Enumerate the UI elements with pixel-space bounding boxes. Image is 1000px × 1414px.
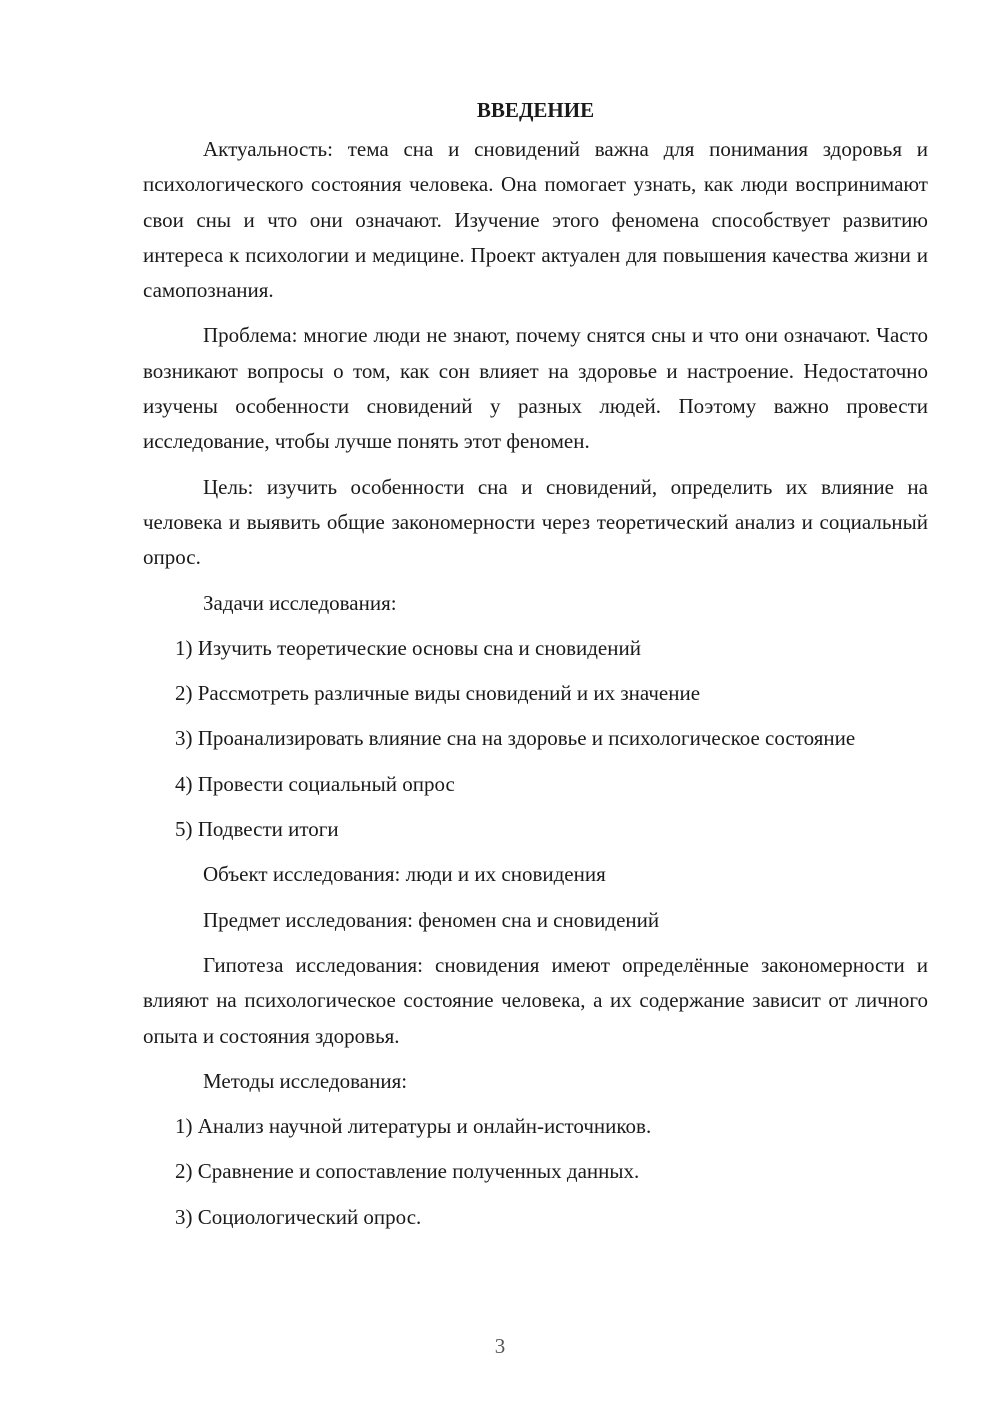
task-item-5: 5) Подвести итоги xyxy=(175,817,339,842)
goal-paragraph: Цель: изучить особенности сна и сновидений, определить их влияние на человека и выявить общие закономерности через теоретический анализ и социальный опрос. xyxy=(143,474,928,570)
task-item-4: 4) Провести социальный опрос xyxy=(175,771,455,796)
relevance-paragraph: Актуальность: тема сна и сновидений важна для понимания здоровья и психологического состояния человека. Она помогает узнать, как люди воспринимают свои сны и что они означают. Изучение этого феномена способствует развитию интереса к психологии и медицине. Проект актуален для повышения качества жизни и самопознания. xyxy=(143,137,928,303)
hypothesis-paragraph: Гипотеза исследования: сновидения имеют определённые закономерности и влияют на психологическое состояние человека, а их содержание зависит от личного опыта и состояния здоровья. xyxy=(143,952,928,1048)
research-subject: Предмет исследования: феномен сна и сновидений xyxy=(203,907,660,932)
page-title: ВВЕДЕНИЕ xyxy=(476,98,595,122)
page-number: 3 xyxy=(494,1334,506,1358)
problem-paragraph: Проблема: многие люди не знают, почему снятся сны и что они означают. Часто возникают вопросы о том, как сон влияет на здоровье и настроение. Недостаточно изучены особенности сновидений у разных людей. Поэтому важно провести исследование, чтобы лучше понять этот феномен. xyxy=(143,323,928,454)
method-item-1: 1) Анализ научной литературы и онлайн-источников. xyxy=(175,1114,652,1139)
task-item-2: 2) Рассмотреть различные виды сновидений и их значение xyxy=(175,681,701,706)
method-item-2: 2) Сравнение и сопоставление полученных данных. xyxy=(175,1159,640,1184)
methods-heading: Методы исследования: xyxy=(203,1068,408,1093)
document-page xyxy=(143,94,928,1245)
research-object: Объект исследования: люди и их сновидения xyxy=(203,862,606,887)
method-item-3: 3) Социологический опрос. xyxy=(175,1204,422,1229)
tasks-heading: Задачи исследования: xyxy=(203,590,397,615)
task-item-3: 3) Проанализировать влияние сна на здоровье и психологическое состояние xyxy=(175,726,856,751)
task-item-1: 1) Изучить теоретические основы сна и сновидений xyxy=(175,635,641,660)
